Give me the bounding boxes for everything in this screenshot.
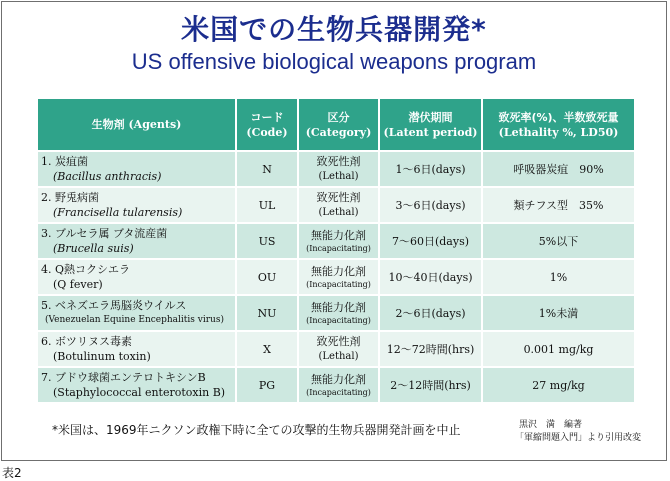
category-cell: 無能力化剤 (Incapacitating) (298, 295, 379, 331)
table-row (38, 259, 634, 295)
table-row (38, 223, 634, 259)
latent-cell: 10〜40日(days) (379, 259, 482, 295)
title-english: US offensive biological weapons program (131, 49, 537, 74)
code-cell: UL (236, 187, 298, 223)
latent-cell: 3〜6日(days) (379, 187, 482, 223)
code-cell: OU (236, 259, 298, 295)
agent-cell: 6. ボツリヌス毒素 (Botulinum toxin) (38, 331, 236, 367)
code-cell: NU (236, 295, 298, 331)
category-cell: 致死性剤 (Lethal) (298, 331, 379, 367)
agents-table (38, 99, 634, 404)
header-category: 区分 (Category) (298, 99, 379, 151)
source-author: 黒沢 満 編著 (519, 420, 583, 430)
lethality-cell: 呼吸器炭疽 90% (482, 151, 634, 187)
table-caption: 表2 (2, 466, 22, 480)
slide (1, 1, 667, 461)
code-cell: PG (236, 367, 298, 403)
lethality-cell: 1%未満 (482, 295, 634, 331)
code-cell: N (236, 151, 298, 187)
category-cell: 無能力化剤 (Incapacitating) (298, 223, 379, 259)
latent-cell: 7〜60日(days) (379, 223, 482, 259)
title-japanese: 米国での生物兵器開発* (181, 13, 487, 46)
latent-cell: 12〜72時間(hrs) (379, 331, 482, 367)
header-code: コード (Code) (236, 99, 298, 151)
table-row (38, 367, 634, 403)
table-row (38, 187, 634, 223)
table-row (38, 151, 634, 187)
lethality-cell: 0.001 mg/kg (482, 331, 634, 367)
table-row (38, 331, 634, 367)
latent-cell: 1〜6日(days) (379, 151, 482, 187)
lethality-cell: 27 mg/kg (482, 367, 634, 403)
header-lethality: 致死率(%)、半数致死量 (Lethality %, LD50) (482, 99, 634, 151)
lethality-cell: 1% (482, 259, 634, 295)
agent-cell: 5. ベネズエラ馬脳炎ウイルス (Venezuelan Equine Encephalitis virus) (38, 295, 236, 331)
agent-cell: 2. 野兎病菌 (Francisella tularensis) (38, 187, 236, 223)
agent-cell: 3. ブルセラ属 ブタ流産菌 (Brucella suis) (38, 223, 236, 259)
category-cell: 無能力化剤 (Incapacitating) (298, 367, 379, 403)
agent-cell: 4. Q熱コクシエラ (Q fever) (38, 259, 236, 295)
agent-cell: 1. 炭疽菌 (Bacillus anthracis) (38, 151, 236, 187)
code-cell: US (236, 223, 298, 259)
table-row (38, 295, 634, 331)
category-cell: 無能力化剤 (Incapacitating) (298, 259, 379, 295)
source-citation (515, 419, 641, 445)
source-book: 「軍縮問題入門」より引用改変 (515, 433, 642, 443)
code-cell: X (236, 331, 298, 367)
header-agent: 生物剤 (Agents) (38, 99, 236, 151)
latent-cell: 2〜6日(days) (379, 295, 482, 331)
latent-cell: 2〜12時間(hrs) (379, 367, 482, 403)
footnote: *米国は、1969年ニクソン政権下時に全ての攻撃的生物兵器開発計画を中止 (52, 423, 461, 437)
header-latent-period: 潜伏期間 (Latent period) (379, 99, 482, 151)
category-cell: 致死性剤 (Lethal) (298, 187, 379, 223)
category-cell: 致死性剤 (Lethal) (298, 151, 379, 187)
lethality-cell: 5%以下 (482, 223, 634, 259)
table-header-row (38, 99, 634, 151)
lethality-cell: 類チフス型 35% (482, 187, 634, 223)
agent-cell: 7. ブドウ球菌エンテロトキシンB (Staphylococcal enterotoxin B) (38, 367, 236, 403)
